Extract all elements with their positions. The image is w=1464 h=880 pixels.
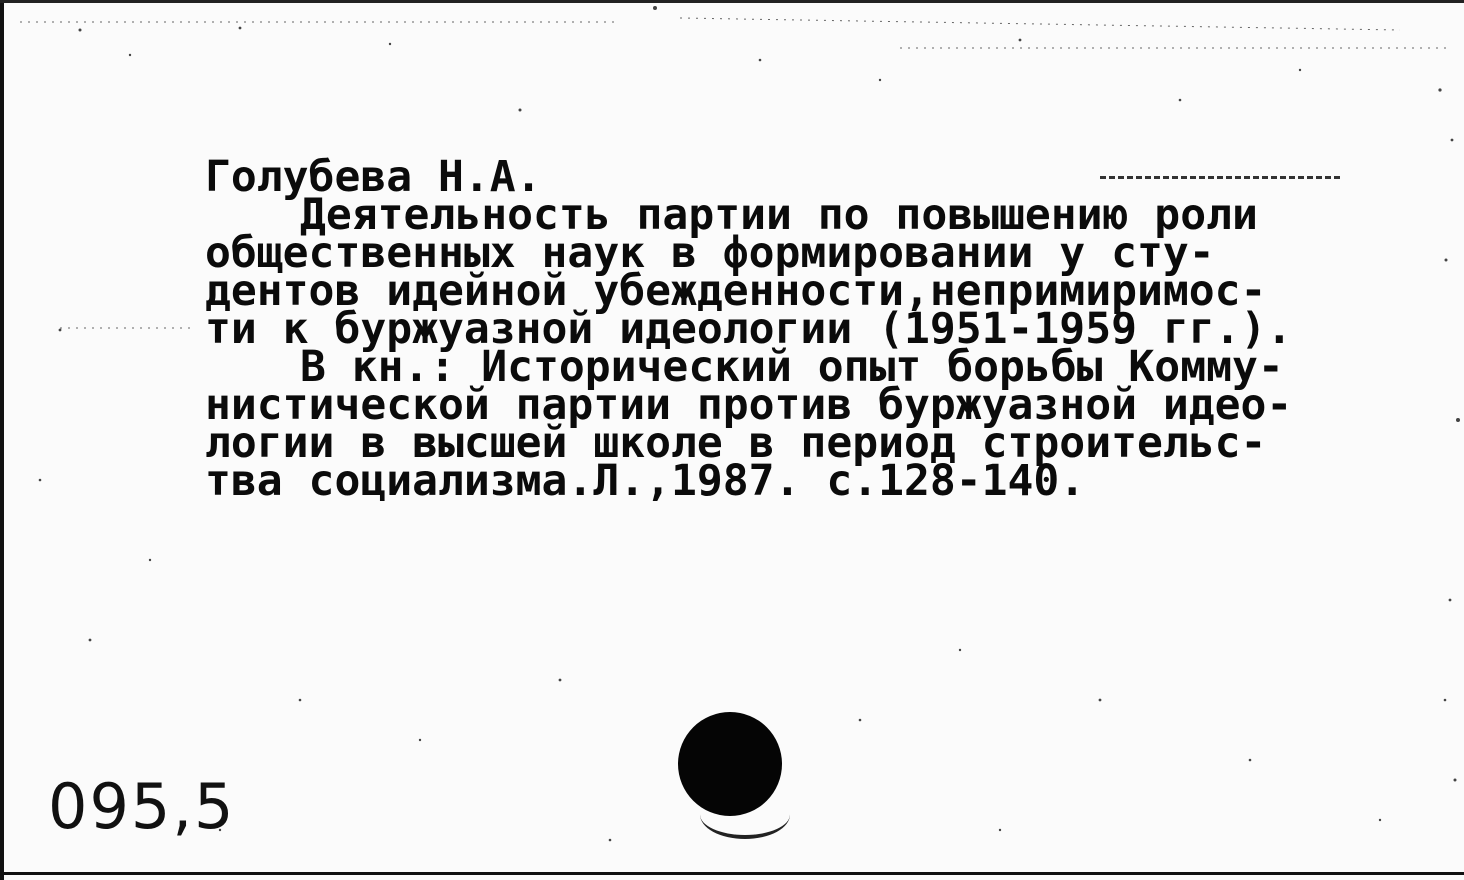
entry-line-8: тва социализма.Л.,1987. с.128-140. <box>205 456 1086 506</box>
entry-line-2: общественных наук в формировании у сту- <box>205 228 1215 278</box>
entry-line-1: Деятельность партии по повышению роли <box>300 190 1258 240</box>
bibliographic-entry <box>205 150 1445 508</box>
entry-line-4: ти к буржуазной идеологии (1951-1959 гг.). <box>205 304 1293 354</box>
entry-line-7: логии в высшей школе в период строительс- <box>205 418 1267 468</box>
punch-hole <box>678 712 782 816</box>
shelf-mark: 095,5 <box>48 770 236 843</box>
entry-line-5: В кн.: Исторический опыт борьбы Комму- <box>300 342 1284 392</box>
entry-line-3: дентов идейной убежденности,непримиримос- <box>205 266 1267 316</box>
entry-line-6: нистической партии против буржуазной идео- <box>205 380 1293 430</box>
author-name: Голубева Н.А. <box>205 152 542 202</box>
